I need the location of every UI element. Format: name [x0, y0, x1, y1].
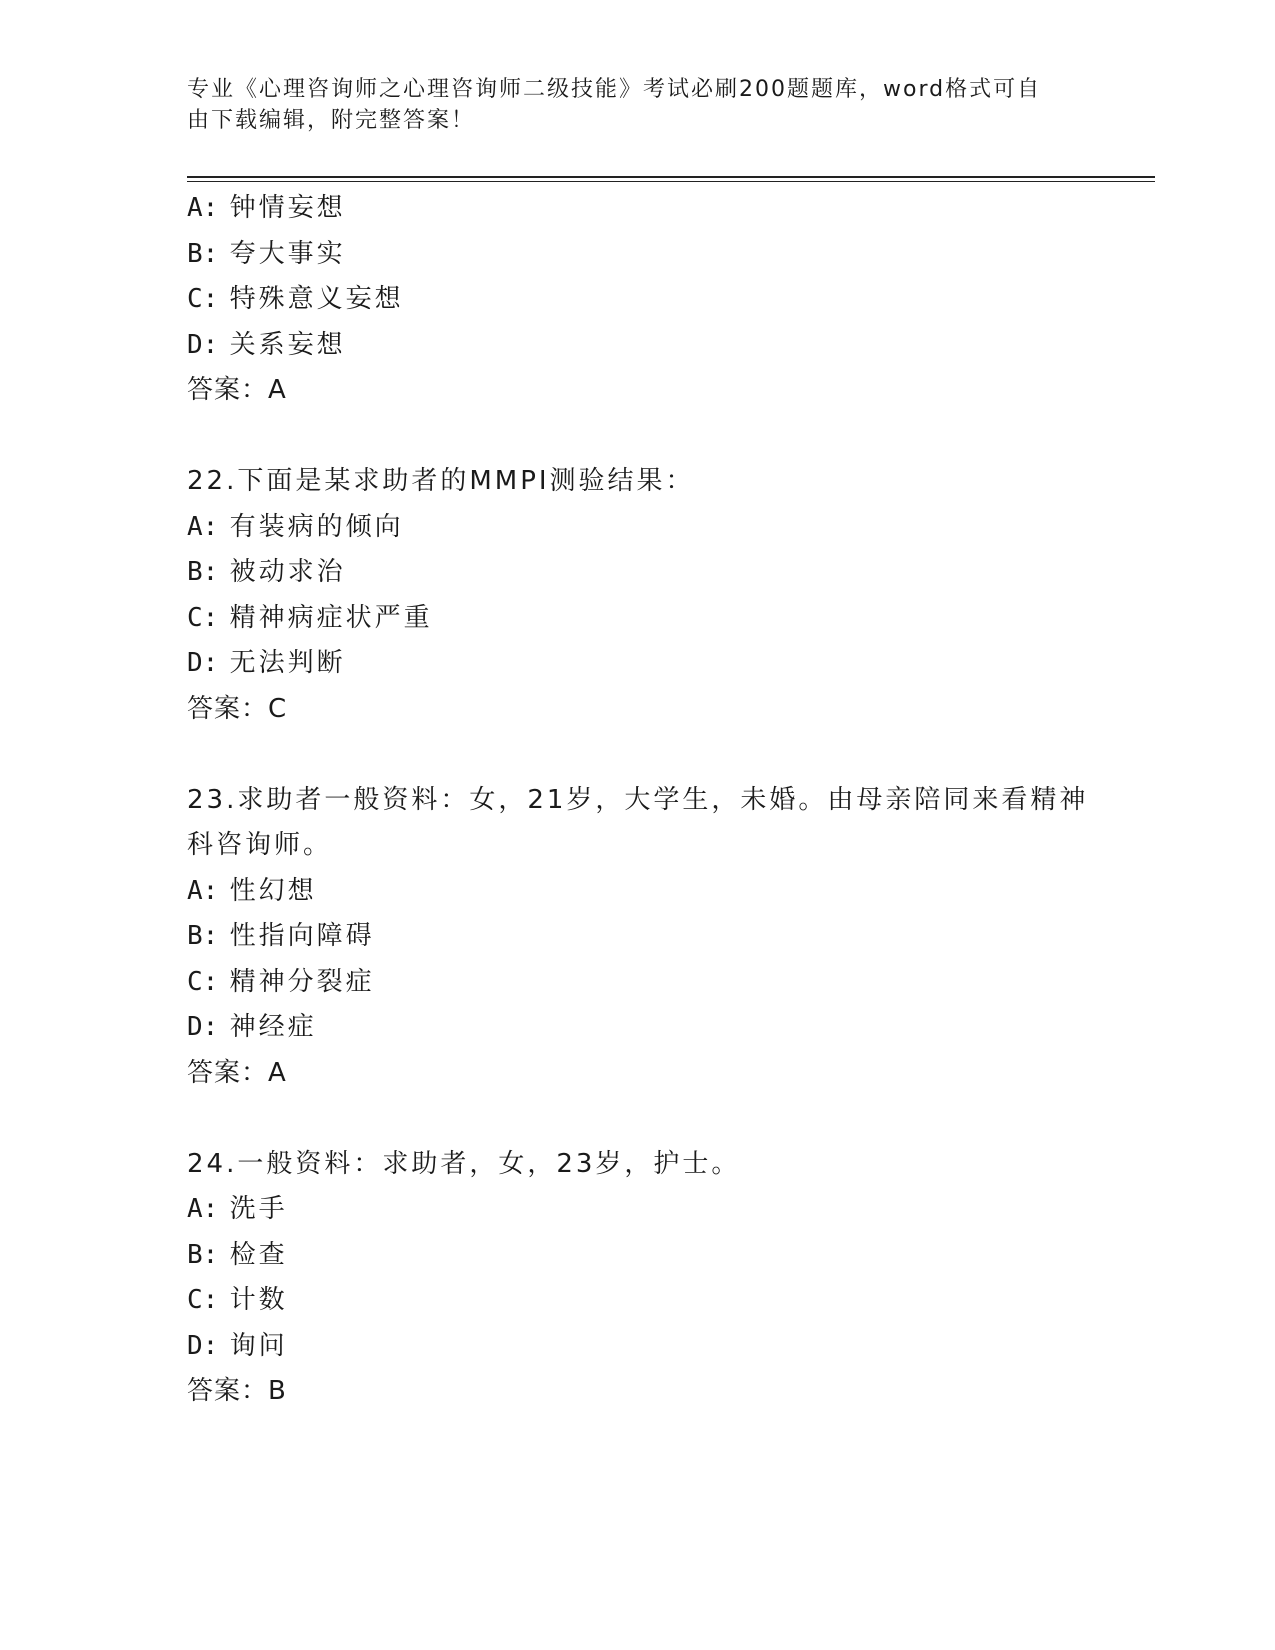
- option-text: 钟情妄想: [229, 193, 346, 223]
- option-letter: B:: [187, 557, 219, 587]
- spacer: [187, 1096, 1147, 1142]
- option-row: [187, 869, 1147, 915]
- header-divider-thick: [187, 176, 1155, 178]
- option-text: 检查: [229, 1239, 288, 1270]
- option-row: [187, 960, 1147, 1006]
- option-letter: B:: [187, 921, 219, 951]
- option-text: 特殊意义妄想: [229, 284, 404, 314]
- question-stem: 22.下面是某求助者的MMPI测验结果：: [187, 466, 695, 496]
- option-row: [187, 277, 1147, 323]
- option-letter: C:: [187, 284, 219, 314]
- option-text: 被动求治: [229, 557, 346, 587]
- option-text: 关系妄想: [229, 329, 346, 360]
- answer-line: 答案：A: [187, 375, 287, 405]
- option-letter: D:: [187, 329, 219, 360]
- option-letter: A:: [187, 511, 219, 542]
- question-list: [187, 186, 1147, 1415]
- option-letter: A:: [187, 193, 219, 223]
- header-title-line-2: 由下载编辑，附完整答案！: [187, 108, 476, 133]
- answer-line: 答案：A: [187, 1057, 287, 1088]
- question-block-22: [187, 459, 1147, 732]
- option-row: [187, 232, 1147, 278]
- option-letter: D:: [187, 1012, 219, 1042]
- option-text: 洗手: [229, 1194, 288, 1224]
- option-text: 性指向障碍: [229, 921, 375, 951]
- option-text: 无法判断: [229, 648, 346, 678]
- option-text: 有装病的倾向: [229, 511, 404, 542]
- option-letter: C:: [187, 966, 219, 997]
- document-header: [187, 74, 1077, 136]
- question-block-21: [187, 186, 1147, 414]
- question-stem-line-2: 科咨询师。: [187, 830, 333, 860]
- header-title-line-1: 专业《心理咨询师之心理咨询师二级技能》考试必刷200题题库，word格式可自: [187, 77, 1042, 102]
- option-letter: D:: [187, 648, 219, 678]
- option-row: [187, 186, 1147, 232]
- option-row: [187, 1233, 1147, 1279]
- option-row: [187, 505, 1147, 551]
- option-letter: C:: [187, 1285, 219, 1315]
- option-text: 神经症: [229, 1012, 317, 1042]
- option-row: [187, 1187, 1147, 1233]
- option-row: [187, 914, 1147, 960]
- header-divider-thin: [187, 181, 1155, 182]
- option-letter: A:: [187, 1194, 219, 1224]
- option-letter: B:: [187, 238, 219, 269]
- answer-line: 答案：C: [187, 693, 288, 724]
- option-letter: B:: [187, 1239, 219, 1270]
- option-row: [187, 323, 1147, 369]
- option-row: [187, 641, 1147, 687]
- option-text: 精神病症状严重: [229, 602, 433, 633]
- spacer: [187, 414, 1147, 460]
- option-row: [187, 550, 1147, 596]
- question-block-23: [187, 778, 1147, 1097]
- question-stem: 24.一般资料：求助者，女，23岁，护士。: [187, 1148, 741, 1179]
- option-text: 询问: [229, 1330, 288, 1361]
- option-row: [187, 1278, 1147, 1324]
- question-block-24: [187, 1142, 1147, 1415]
- option-row: [187, 1005, 1147, 1051]
- option-letter: C:: [187, 602, 219, 633]
- option-text: 性幻想: [229, 875, 317, 906]
- option-row: [187, 596, 1147, 642]
- option-text: 精神分裂症: [229, 966, 375, 997]
- option-letter: A:: [187, 875, 219, 906]
- answer-line: 答案：B: [187, 1376, 287, 1406]
- question-stem-line-1: 23.求助者一般资料：女，21岁，大学生，未婚。由母亲陪同来看精神: [187, 784, 1089, 815]
- option-row: [187, 1324, 1147, 1370]
- spacer: [187, 732, 1147, 778]
- option-letter: D:: [187, 1330, 219, 1361]
- option-text: 夸大事实: [229, 238, 346, 269]
- option-text: 计数: [229, 1285, 288, 1315]
